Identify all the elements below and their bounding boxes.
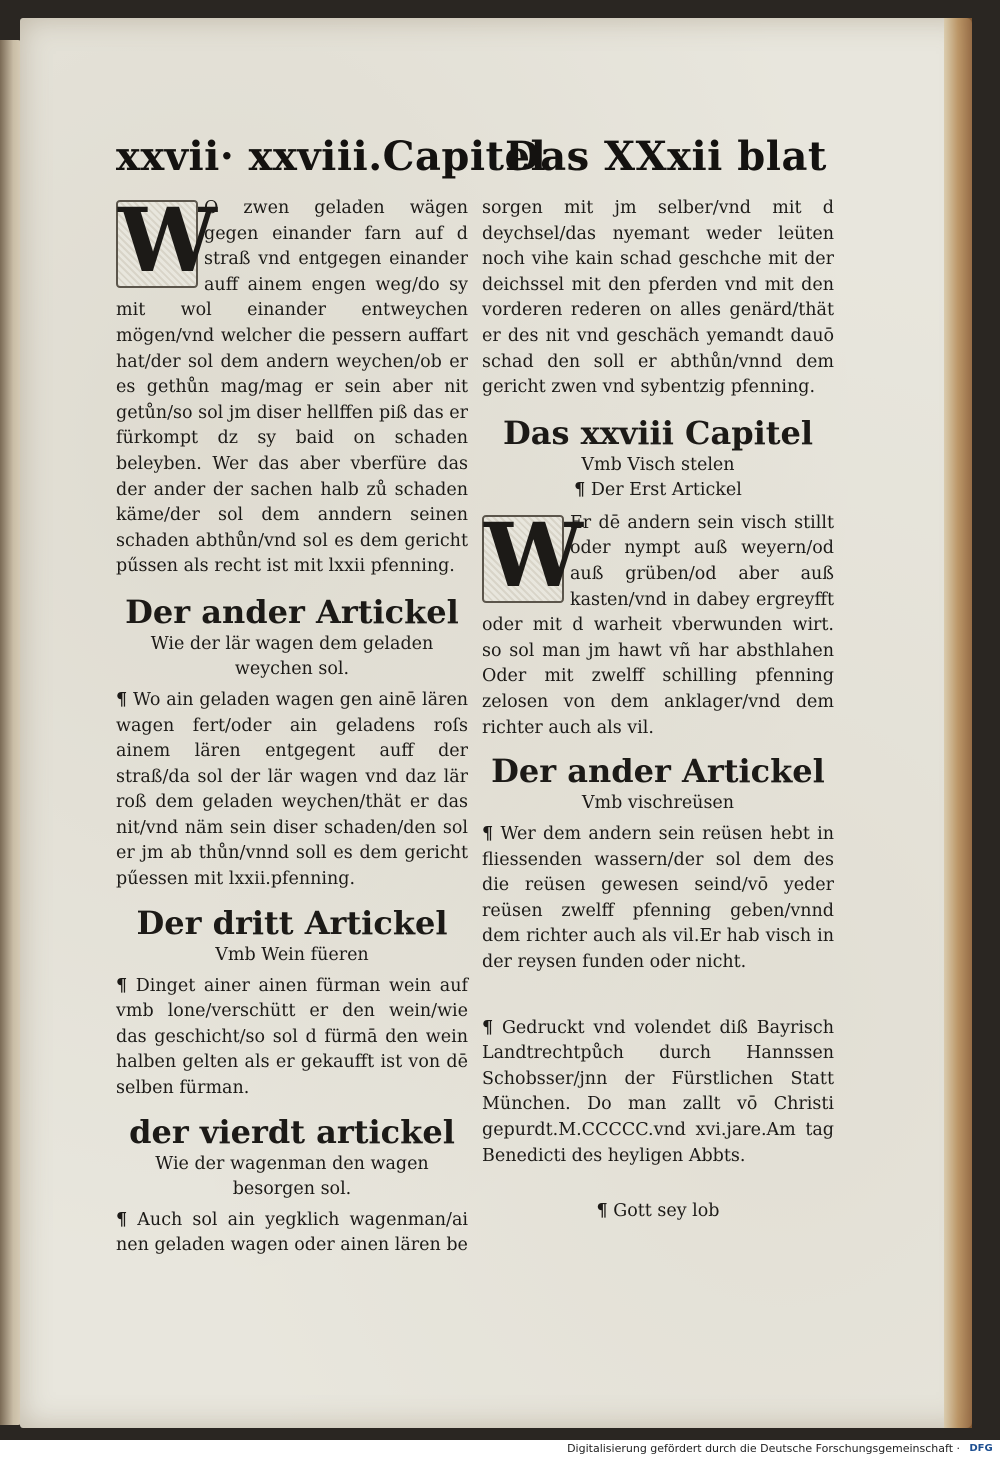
pilcrow-mark: ¶ — [116, 975, 128, 996]
article-text: Er dē andern sein visch stillt oder nympt auß weyern/od auß grüben/od aber auß kasten/vnd in dabey ergreyfft oder mit d warheit vberwunden wirt. so sol man jm hawt vñ har absthlahen Oder mit zwelff schilling pfenning zelosen von dem anklager/vnd dem richter auch als vil. — [482, 512, 834, 738]
section-subheading: Wie der lär wagen dem geladen weychen sol. — [150, 633, 434, 679]
running-head-left: xxvii· xxviii.Capitel — [116, 133, 547, 180]
colophon-text: Gedruckt vnd volendet diß Bayrisch Landtrechtpůch durch Hannssen Schobsser/jnn der Fürstlichen Statt München. Do man zallt vō Christi gepurdt.M.CCCCC.vnd xvi.jare.Am tag Benedicti des heyligen Abbts. — [482, 1017, 834, 1166]
article-subheading — [482, 478, 834, 503]
chapter-subheading: Vmb Visch stelen — [581, 454, 735, 475]
dfg-logo: DFG — [969, 1443, 993, 1454]
right-column — [482, 196, 834, 1224]
previous-page-edge — [0, 40, 22, 1425]
article-subheading-text: Der Erst Artickel — [590, 479, 742, 500]
decorated-initial: W — [484, 502, 583, 607]
closing-text: Gott sey lob — [613, 1201, 720, 1222]
funding-credit: Digitalisierung gefördert durch die Deutsche Forschungsgemeinschaft · — [567, 1442, 960, 1455]
section-heading: der vierdt artickel — [129, 1112, 455, 1151]
section-text — [116, 974, 468, 1102]
section-text — [116, 1208, 468, 1259]
chapter-heading: Das xxviii Capitel — [502, 413, 814, 452]
pilcrow-mark: ¶ — [482, 1017, 494, 1038]
section-subheading: Wie der wagenman den wagen besorgen sol. — [155, 1153, 429, 1199]
section-text-body: Wo ain geladen wagen gen ainē lären wagen fert/oder ain geladens roſs ainem lären entgegent auff der straß/da sol der lär wagen vnd daz lär roß dem geladen weychen/thät er das nit/vnd näm sein diser schaden/den sol er jm ab thůn/vnnd soll es dem gericht pűessen mit lxxii.pfenning. — [116, 689, 468, 890]
section-heading: Der ander Artickel — [491, 752, 825, 791]
section-text-body: Wer dem andern sein reüsen hebt in fliessenden wassern/der sol dem des die reüsen gewesen seind/vō yeder reüsen zwelff pfenning geben/vnnd dem richter auch als vil.Er hab visch in der reysen funden oder nicht. — [482, 824, 834, 973]
section-heading: Der dritt Artickel — [136, 903, 448, 942]
section-subheading: Vmb Wein füeren — [215, 944, 369, 965]
section-text — [116, 688, 468, 893]
section-text-body: Dinget ainer ainen fürman wein auf vmb lone/verschütt er den wein/wie das geschicht/so sol d fürmā den wein halben gelten als er gekaufft ist von dē selben fürman. — [116, 975, 468, 1099]
section-subheading: Vmb vischreüsen — [581, 793, 735, 814]
intro-text: O zwen geladen wägen gegen einander farn auf d straß vnd entgegen einander auff ainem engen weg/do sy mit wol einander entweychen mögen/vnd welcher die pessern auffart hat/der sol dem andern weychen/ob er es gethůn mag/mag er sein aber nit getůn/so sol jm diser hellffen piß das er fürkompt dz sy baid on schaden beleyben. Wer das aber vberfüre das der ander der sachen halb zů schaden käme/der sol dem anndern seinen schaden abthůn/vnd sol es dem gericht pűssen als recht ist mit lxxii pfenning. — [116, 198, 468, 577]
colophon — [482, 1016, 834, 1170]
pilcrow-mark: ¶ — [596, 1201, 608, 1222]
intro-paragraph — [116, 188, 468, 580]
page-stack-edge — [944, 18, 972, 1428]
section-heading: Der ander Artickel — [125, 592, 459, 631]
section-text-body: Auch sol ain yegklich wagenman/ai nen geladen wagen oder ainen lären be — [116, 1209, 468, 1256]
pilcrow-mark: ¶ — [116, 1209, 128, 1230]
section-text — [482, 822, 834, 976]
article-paragraph — [482, 502, 834, 741]
pilcrow-mark: ¶ — [574, 479, 586, 500]
running-head-right: Das XXxii blat — [505, 133, 827, 180]
left-column — [116, 188, 468, 1259]
closing-line — [482, 1199, 834, 1224]
continuation-text: sorgen mit jm selber/vnd mit d deychsel/das nyemant weder leüten noch vihe kain schad geschche mit der deichssel mit den pferden vnd mit den vorderen rederen on alles genärd/thät er des nit vnd geschäch yemandt dauō schad den soll er abthůn/vnnd dem gericht zwen vnd sybentzig pfenning. — [482, 198, 834, 398]
pilcrow-mark: ¶ — [116, 689, 128, 710]
pilcrow-mark: ¶ — [482, 824, 494, 845]
decorated-initial: W — [118, 188, 217, 292]
